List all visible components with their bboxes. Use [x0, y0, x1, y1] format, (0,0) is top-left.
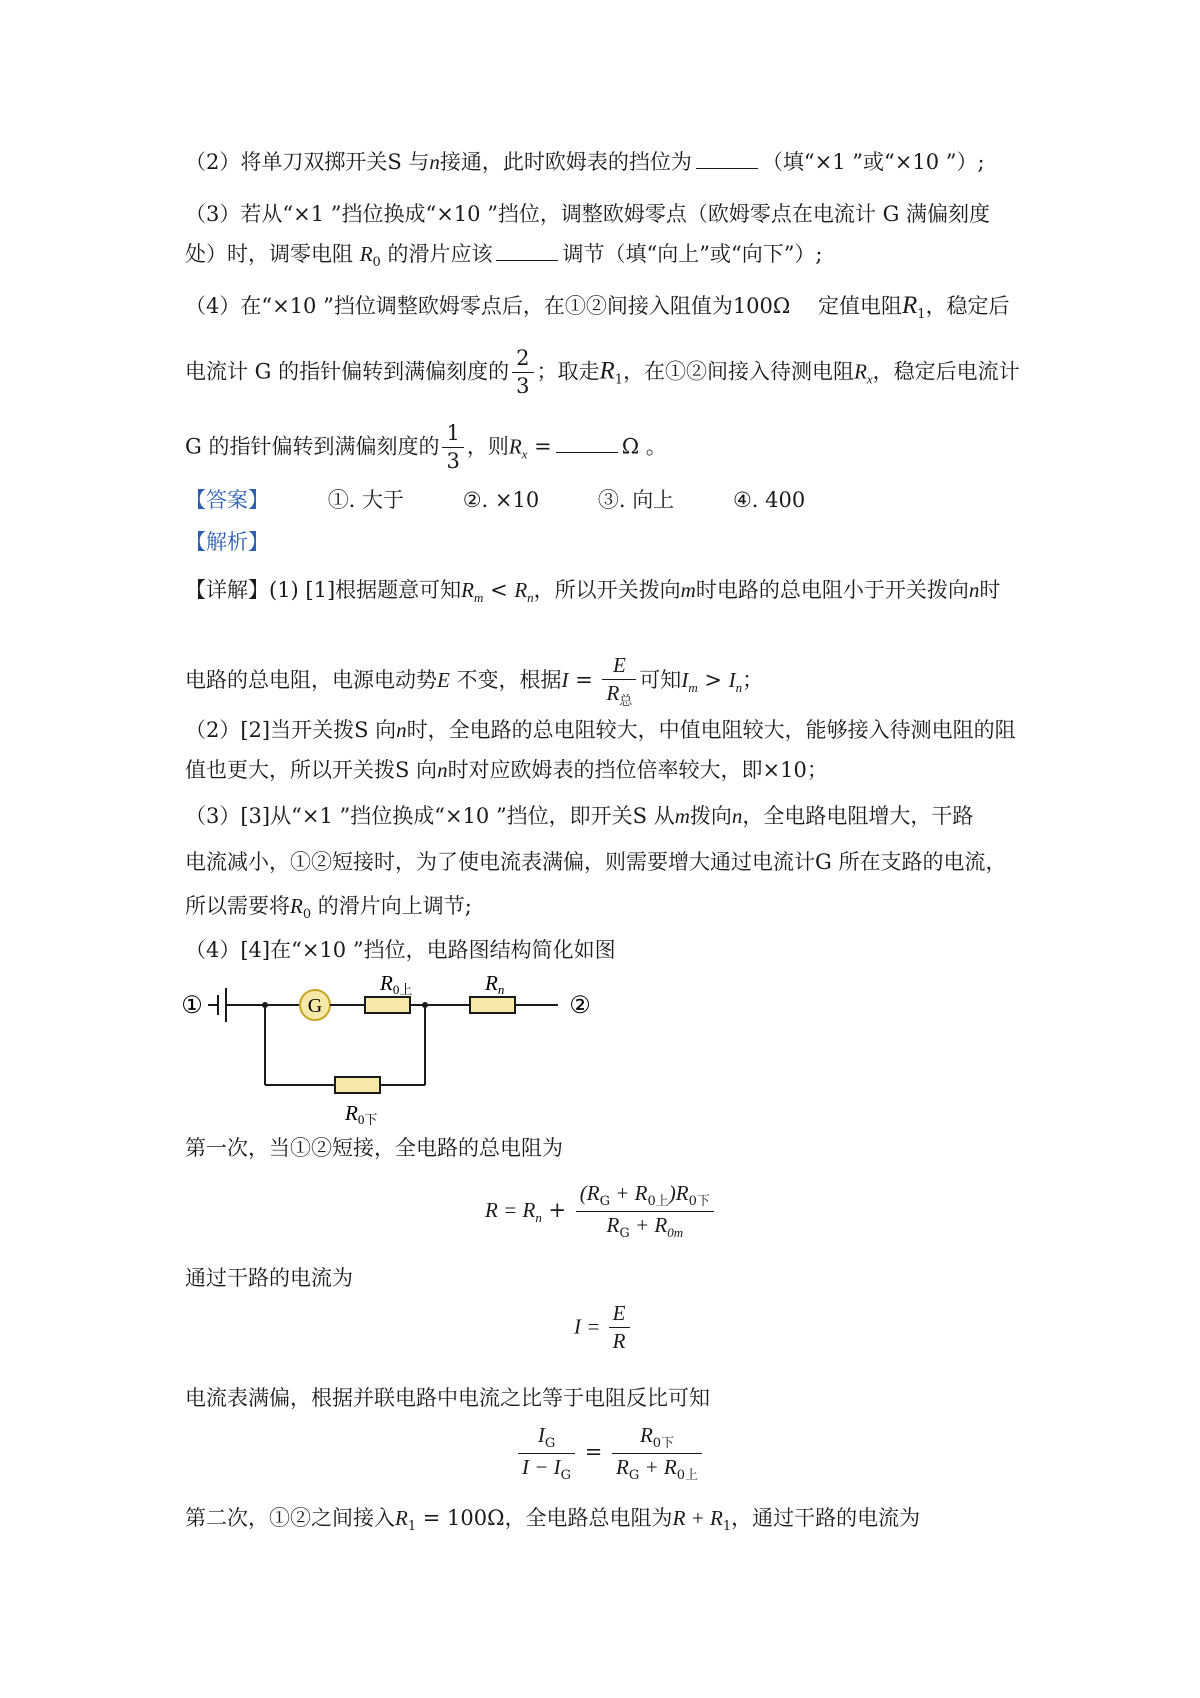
ratio-intro: 电流表满偏，根据并联电路中电流之比等于电阻反比可知 [185, 1386, 710, 1410]
resistor-rn-label: Rn [485, 971, 505, 997]
detail-3-line-3: 所以需要将$R_0$ 的滑片向上调节; [185, 894, 472, 922]
galvanometer-label: G [307, 995, 323, 1017]
detail-2-line-1: （2）[2]当开关拨S 向n时，全电路的总电阻较大，中值电阻较大，能够接入待测电阻的阻 [185, 718, 1016, 742]
formula-total-resistance: $R = R_n$ + $\frac{(R_G + R_{0上})R_{0下}}{R_G + R_{0m}}$ [485, 1180, 717, 1243]
detail-line-1: 【详解】(1) [1]根据题意可知$R_m < R_n$，所以开关拨向m时电路的总电阻小于开关拨向n时 [185, 578, 1001, 605]
fraction-two-thirds: $\frac{2}{3}$ [512, 345, 533, 401]
question-3-line-1: （3）若从“×1 ”挡位换成“×10 ”挡位，调整欧姆零点（欧姆零点在电流计 G 满偏刻度 [185, 202, 991, 226]
question-4-line-3: G 的指针偏转到满偏刻度的 $\frac{1}{3}$ ，则$R_x = \Omega$ 。 [185, 420, 667, 476]
resistor-r0-top-label: R0上 [380, 971, 413, 997]
detail-2-line-2: 值也更大，所以开关拨S 向n时对应欧姆表的挡位倍率较大，即×10； [185, 758, 828, 782]
fraction-one-third: $\frac{1}{3}$ [442, 420, 463, 476]
question-2-line: （2）将单刀双掷开关S 与n接通，此时欧姆表的挡位为 （填“×1 ”或“×10 ”）; [185, 150, 985, 174]
node-2-label: ② [569, 993, 591, 1019]
formula-main-current: I = $\frac{E}{R}$ [574, 1300, 633, 1356]
detail-4-line-1: （4）[4]在“×10 ”挡位，电路图结构简化如图 [185, 938, 616, 962]
current-intro: 通过干路的电流为 [185, 1266, 353, 1290]
node-1-label: ① [181, 993, 203, 1019]
answer-line: 【答案】 ①. 大于 ②. ×10 ③. 向上 ④. 400 [185, 488, 806, 512]
fraction-e-over-r-total: $\frac{E}{R_总}$ [602, 652, 636, 711]
question-4-line-2: 电流计 G 的指针偏转到满偏刻度的 $\frac{2}{3}$ ；取走$R_1$，在①②间接入待测电阻$R_x$，稳定后电流计 [185, 345, 1020, 401]
question-3-line-2: 处）时，调零电阻 $R_0$ 的滑片应该 调节（填“向上”或“向下”）; [185, 242, 823, 270]
answer-blank [556, 434, 618, 453]
answer-tag: 【答案】 [185, 488, 269, 512]
question-4-line-1: （4）在“×10 ”挡位调整欧姆零点后，在①②间接入阻值为100Ω 定值电阻$R_1$，稳定后 [185, 292, 1010, 322]
detail-line-2: 电路的总电阻，电源电动势E 不变，根据I = $\frac{E}{R_总}$ 可知$I_m > I_n$； [185, 653, 764, 710]
formula-current-ratio: $\frac{I_G}{I - I_G}$ = $\frac{R_{0下}}{R_G + R_{0上}}$ [515, 1422, 705, 1485]
resistor-r0-bottom-label: R0下 [345, 1101, 378, 1127]
var-n: n [429, 150, 440, 174]
detail-3-line-2: 电流减小，①②短接时，为了使电流表满偏，则需要增大通过电流计G 所在支路的电流， [185, 850, 1007, 874]
second-line: 第二次，①②之间接入$R_1 = 100\Omega$，全电路总电阻为$R + R_1$，通过干路的电流为 [185, 1506, 921, 1534]
circuit-diagram [180, 970, 600, 1130]
detail-3-line-1: （3）[3]从“×1 ”挡位换成“×10 ”挡位，即开关S 从m拨向n，全电路电阻增大，干路 [185, 804, 974, 828]
answer-blank [496, 242, 558, 261]
answer-blank [696, 150, 758, 169]
first-intro: 第一次，当①②短接，全电路的总电阻为 [185, 1136, 563, 1160]
analysis-tag: 【解析】 [185, 530, 269, 554]
